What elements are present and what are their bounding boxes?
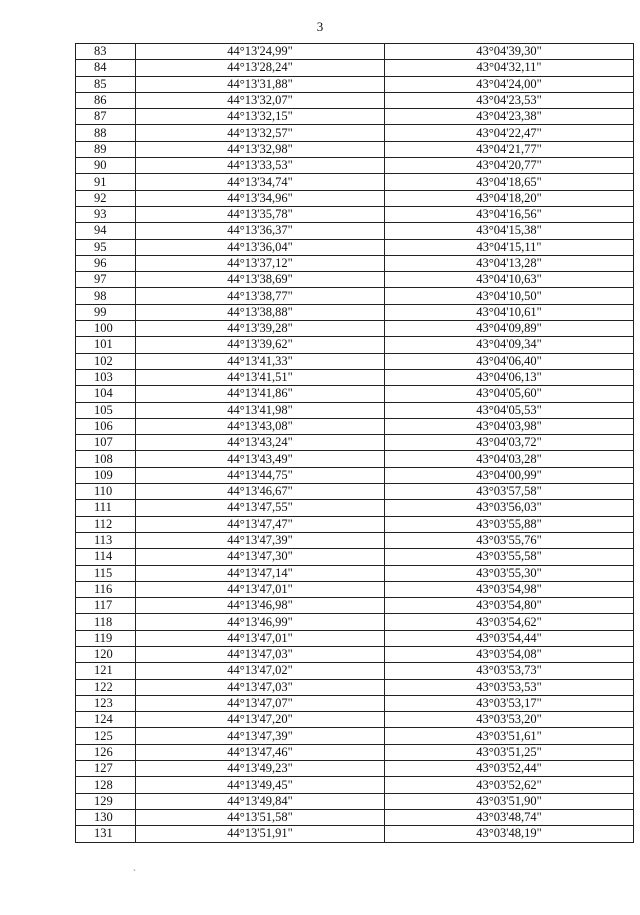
- table-row: [76, 500, 634, 516]
- coordinates-table-body: [76, 44, 634, 843]
- point-number-cell: 103: [76, 369, 136, 385]
- longitude-cell: 43°03'55,88": [385, 516, 634, 532]
- longitude-cell: 43°03'56,03": [385, 500, 634, 516]
- latitude-cell: 44°13'38,77": [136, 288, 385, 304]
- table-row: [76, 60, 634, 76]
- table-row: [76, 679, 634, 695]
- longitude-cell: 43°04'24,00": [385, 76, 634, 92]
- table-row: [76, 239, 634, 255]
- point-number-cell: 88: [76, 125, 136, 141]
- latitude-cell: 44°13'34,74": [136, 174, 385, 190]
- point-number-cell: 115: [76, 565, 136, 581]
- latitude-cell: 44°13'41,86": [136, 386, 385, 402]
- point-number-cell: 113: [76, 532, 136, 548]
- table-row: [76, 761, 634, 777]
- latitude-cell: 44°13'47,03": [136, 646, 385, 662]
- latitude-cell: 44°13'47,39": [136, 532, 385, 548]
- latitude-cell: 44°13'51,91": [136, 826, 385, 842]
- longitude-cell: 43°03'54,98": [385, 581, 634, 597]
- latitude-cell: 44°13'38,88": [136, 304, 385, 320]
- latitude-cell: 44°13'38,69": [136, 272, 385, 288]
- table-row: [76, 174, 634, 190]
- longitude-cell: 43°04'23,38": [385, 109, 634, 125]
- point-number-cell: 129: [76, 793, 136, 809]
- longitude-cell: 43°03'53,53": [385, 679, 634, 695]
- longitude-cell: 43°03'51,90": [385, 793, 634, 809]
- longitude-cell: 43°03'48,19": [385, 826, 634, 842]
- longitude-cell: 43°04'18,65": [385, 174, 634, 190]
- table-row: [76, 402, 634, 418]
- latitude-cell: 44°13'43,08": [136, 418, 385, 434]
- longitude-cell: 43°04'39,30": [385, 44, 634, 60]
- latitude-cell: 44°13'32,98": [136, 141, 385, 157]
- longitude-cell: 43°04'15,11": [385, 239, 634, 255]
- latitude-cell: 44°13'33,53": [136, 158, 385, 174]
- longitude-cell: 43°04'16,56": [385, 206, 634, 222]
- longitude-cell: 43°04'00,99": [385, 467, 634, 483]
- latitude-cell: 44°13'47,30": [136, 549, 385, 565]
- point-number-cell: 83: [76, 44, 136, 60]
- table-row: [76, 744, 634, 760]
- point-number-cell: 106: [76, 418, 136, 434]
- point-number-cell: 84: [76, 60, 136, 76]
- table-row: [76, 826, 634, 842]
- point-number-cell: 131: [76, 826, 136, 842]
- longitude-cell: 43°04'05,60": [385, 386, 634, 402]
- point-number-cell: 86: [76, 92, 136, 108]
- latitude-cell: 44°13'35,78": [136, 206, 385, 222]
- point-number-cell: 128: [76, 777, 136, 793]
- latitude-cell: 44°13'46,99": [136, 614, 385, 630]
- table-row: [76, 516, 634, 532]
- longitude-cell: 43°04'06,40": [385, 353, 634, 369]
- table-row: [76, 141, 634, 157]
- table-row: [76, 777, 634, 793]
- point-number-cell: 110: [76, 484, 136, 500]
- longitude-cell: 43°03'54,44": [385, 630, 634, 646]
- table-row: [76, 109, 634, 125]
- longitude-cell: 43°04'06,13": [385, 369, 634, 385]
- longitude-cell: 43°04'10,50": [385, 288, 634, 304]
- longitude-cell: 43°04'22,47": [385, 125, 634, 141]
- longitude-cell: 43°03'51,25": [385, 744, 634, 760]
- point-number-cell: 116: [76, 581, 136, 597]
- longitude-cell: 43°03'53,17": [385, 695, 634, 711]
- table-row: [76, 467, 634, 483]
- latitude-cell: 44°13'49,45": [136, 777, 385, 793]
- point-number-cell: 87: [76, 109, 136, 125]
- point-number-cell: 109: [76, 467, 136, 483]
- table-row: [76, 598, 634, 614]
- table-row: [76, 190, 634, 206]
- table-row: [76, 435, 634, 451]
- table-row: [76, 581, 634, 597]
- latitude-cell: 44°13'47,47": [136, 516, 385, 532]
- point-number-cell: 124: [76, 712, 136, 728]
- latitude-cell: 44°13'41,51": [136, 369, 385, 385]
- latitude-cell: 44°13'32,57": [136, 125, 385, 141]
- point-number-cell: 119: [76, 630, 136, 646]
- longitude-cell: 43°04'10,61": [385, 304, 634, 320]
- latitude-cell: 44°13'47,39": [136, 728, 385, 744]
- latitude-cell: 44°13'46,67": [136, 484, 385, 500]
- longitude-cell: 43°04'03,72": [385, 435, 634, 451]
- point-number-cell: 107: [76, 435, 136, 451]
- point-number-cell: 93: [76, 206, 136, 222]
- table-row: [76, 418, 634, 434]
- table-row: [76, 532, 634, 548]
- point-number-cell: 91: [76, 174, 136, 190]
- longitude-cell: 43°03'54,62": [385, 614, 634, 630]
- table-row: [76, 809, 634, 825]
- longitude-cell: 43°03'55,30": [385, 565, 634, 581]
- table-row: [76, 695, 634, 711]
- point-number-cell: 100: [76, 321, 136, 337]
- longitude-cell: 43°03'54,80": [385, 598, 634, 614]
- point-number-cell: 92: [76, 190, 136, 206]
- table-row: [76, 614, 634, 630]
- point-number-cell: 123: [76, 695, 136, 711]
- latitude-cell: 44°13'28,24": [136, 60, 385, 76]
- longitude-cell: 43°03'51,61": [385, 728, 634, 744]
- table-row: [76, 158, 634, 174]
- point-number-cell: 120: [76, 646, 136, 662]
- latitude-cell: 44°13'46,98": [136, 598, 385, 614]
- point-number-cell: 89: [76, 141, 136, 157]
- longitude-cell: 43°04'23,53": [385, 92, 634, 108]
- longitude-cell: 43°04'03,98": [385, 418, 634, 434]
- longitude-cell: 43°04'21,77": [385, 141, 634, 157]
- longitude-cell: 43°04'05,53": [385, 402, 634, 418]
- table-row: [76, 304, 634, 320]
- point-number-cell: 111: [76, 500, 136, 516]
- point-number-cell: 95: [76, 239, 136, 255]
- latitude-cell: 44°13'47,55": [136, 500, 385, 516]
- point-number-cell: 96: [76, 255, 136, 271]
- longitude-cell: 43°04'09,89": [385, 321, 634, 337]
- point-number-cell: 101: [76, 337, 136, 353]
- table-row: [76, 630, 634, 646]
- point-number-cell: 122: [76, 679, 136, 695]
- longitude-cell: 43°03'53,73": [385, 663, 634, 679]
- latitude-cell: 44°13'47,20": [136, 712, 385, 728]
- table-row: [76, 76, 634, 92]
- longitude-cell: 43°04'13,28": [385, 255, 634, 271]
- point-number-cell: 114: [76, 549, 136, 565]
- table-row: [76, 125, 634, 141]
- point-number-cell: 97: [76, 272, 136, 288]
- latitude-cell: 44°13'32,15": [136, 109, 385, 125]
- table-row: [76, 272, 634, 288]
- point-number-cell: 118: [76, 614, 136, 630]
- longitude-cell: 43°03'52,62": [385, 777, 634, 793]
- point-number-cell: 108: [76, 451, 136, 467]
- point-number-cell: 94: [76, 223, 136, 239]
- table-row: [76, 321, 634, 337]
- table-row: [76, 646, 634, 662]
- point-number-cell: 98: [76, 288, 136, 304]
- latitude-cell: 44°13'44,75": [136, 467, 385, 483]
- table-row: [76, 353, 634, 369]
- latitude-cell: 44°13'41,33": [136, 353, 385, 369]
- longitude-cell: 43°03'55,58": [385, 549, 634, 565]
- point-number-cell: 90: [76, 158, 136, 174]
- table-row: [76, 451, 634, 467]
- longitude-cell: 43°03'48,74": [385, 809, 634, 825]
- latitude-cell: 44°13'31,88": [136, 76, 385, 92]
- latitude-cell: 44°13'49,84": [136, 793, 385, 809]
- longitude-cell: 43°04'18,20": [385, 190, 634, 206]
- point-number-cell: 102: [76, 353, 136, 369]
- point-number-cell: 117: [76, 598, 136, 614]
- page-number: 3: [316, 19, 324, 34]
- table-row: [76, 663, 634, 679]
- point-number-cell: 121: [76, 663, 136, 679]
- longitude-cell: 43°04'15,38": [385, 223, 634, 239]
- point-number-cell: 112: [76, 516, 136, 532]
- point-number-cell: 130: [76, 809, 136, 825]
- latitude-cell: 44°13'47,14": [136, 565, 385, 581]
- table-row: [76, 92, 634, 108]
- latitude-cell: 44°13'41,98": [136, 402, 385, 418]
- longitude-cell: 43°03'55,76": [385, 532, 634, 548]
- latitude-cell: 44°13'51,58": [136, 809, 385, 825]
- table-row: [76, 337, 634, 353]
- table-row: [76, 44, 634, 60]
- latitude-cell: 44°13'47,01": [136, 581, 385, 597]
- table-row: [76, 484, 634, 500]
- longitude-cell: 43°04'10,63": [385, 272, 634, 288]
- longitude-cell: 43°04'03,28": [385, 451, 634, 467]
- table-row: [76, 565, 634, 581]
- table-row: [76, 288, 634, 304]
- point-number-cell: 126: [76, 744, 136, 760]
- longitude-cell: 43°04'32,11": [385, 60, 634, 76]
- longitude-cell: 43°03'54,08": [385, 646, 634, 662]
- table-row: [76, 223, 634, 239]
- table-row: [76, 255, 634, 271]
- latitude-cell: 44°13'43,49": [136, 451, 385, 467]
- point-number-cell: 99: [76, 304, 136, 320]
- latitude-cell: 44°13'47,07": [136, 695, 385, 711]
- latitude-cell: 44°13'39,28": [136, 321, 385, 337]
- table-row: [76, 549, 634, 565]
- latitude-cell: 44°13'24,99": [136, 44, 385, 60]
- point-number-cell: 125: [76, 728, 136, 744]
- latitude-cell: 44°13'37,12": [136, 255, 385, 271]
- point-number-cell: 104: [76, 386, 136, 402]
- longitude-cell: 43°03'57,58": [385, 484, 634, 500]
- table-row: [76, 712, 634, 728]
- latitude-cell: 44°13'47,46": [136, 744, 385, 760]
- latitude-cell: 44°13'36,37": [136, 223, 385, 239]
- latitude-cell: 44°13'43,24": [136, 435, 385, 451]
- point-number-cell: 127: [76, 761, 136, 777]
- latitude-cell: 44°13'49,23": [136, 761, 385, 777]
- table-row: [76, 369, 634, 385]
- latitude-cell: 44°13'39,62": [136, 337, 385, 353]
- latitude-cell: 44°13'47,01": [136, 630, 385, 646]
- table-row: [76, 728, 634, 744]
- point-number-cell: 85: [76, 76, 136, 92]
- table-row: [76, 793, 634, 809]
- point-number-cell: 105: [76, 402, 136, 418]
- table-row: [76, 386, 634, 402]
- latitude-cell: 44°13'47,03": [136, 679, 385, 695]
- latitude-cell: 44°13'47,02": [136, 663, 385, 679]
- scan-mark: `: [133, 868, 136, 878]
- longitude-cell: 43°03'52,44": [385, 761, 634, 777]
- latitude-cell: 44°13'32,07": [136, 92, 385, 108]
- table-row: [76, 206, 634, 222]
- longitude-cell: 43°04'09,34": [385, 337, 634, 353]
- longitude-cell: 43°03'53,20": [385, 712, 634, 728]
- latitude-cell: 44°13'34,96": [136, 190, 385, 206]
- coordinates-table: [75, 43, 634, 843]
- latitude-cell: 44°13'36,04": [136, 239, 385, 255]
- longitude-cell: 43°04'20,77": [385, 158, 634, 174]
